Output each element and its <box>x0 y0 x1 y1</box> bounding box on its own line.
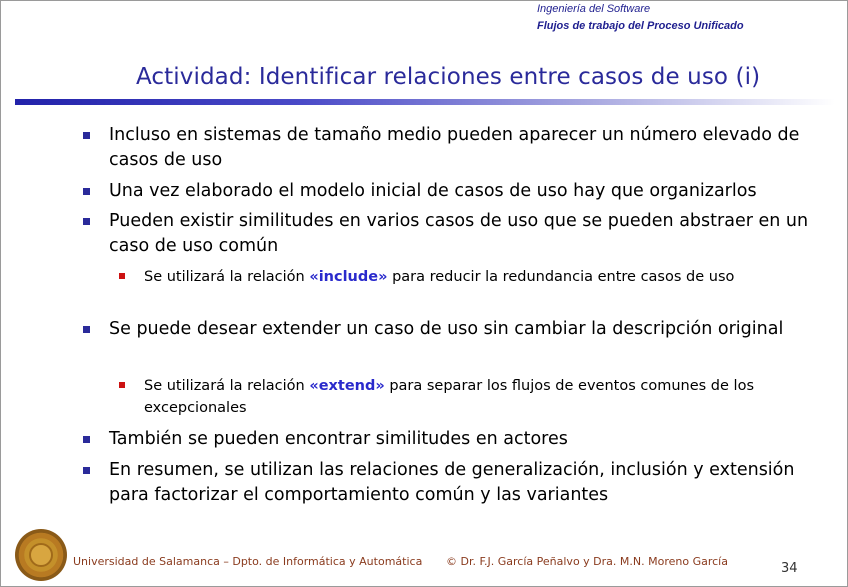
page-number: 34 <box>781 561 798 576</box>
bullet-text: Incluso en sistemas de tamaño medio pueden aparecer un número elevado de casos de uso <box>109 125 800 170</box>
sub-bullet-text-pre: Se utilizará la relación <box>144 269 310 285</box>
footer-institution: Universidad de Salamanca – Dpto. de Informática y Automática <box>73 555 423 568</box>
square-bullet-icon <box>83 326 90 333</box>
sub-bullet-text-pre: Se utilizará la relación <box>144 378 310 394</box>
bullet-item <box>109 427 829 452</box>
square-bullet-icon <box>119 273 125 279</box>
sub-bullet-text-post: para reducir la redundancia entre casos de uso <box>387 269 735 285</box>
sub-bullet-text-post: para separar los flujos de eventos comunes de los excepcionales <box>144 378 754 416</box>
header-topic: Flujos de trabajo del Proceso Unificado <box>537 20 744 32</box>
bullet-item <box>109 123 829 173</box>
square-bullet-icon <box>83 467 90 474</box>
bullet-item <box>109 209 829 259</box>
footer-authors: © Dr. F.J. García Peñalvo y Dra. M.N. Moreno García <box>446 555 728 568</box>
bullet-text: También se pueden encontrar similitudes en actores <box>109 429 568 449</box>
sub-bullet-item <box>144 266 824 288</box>
bullet-text: Se puede desear extender un caso de uso sin cambiar la descripción original <box>109 319 784 339</box>
square-bullet-icon <box>83 436 90 443</box>
university-seal-icon <box>15 529 67 581</box>
include-keyword: «include» <box>309 269 388 285</box>
bullet-item <box>109 458 829 508</box>
header-subject: Ingeniería del Software <box>537 3 651 15</box>
bullet-text: Una vez elaborado el modelo inicial de casos de uso hay que organizarlos <box>109 181 757 201</box>
square-bullet-icon <box>119 382 125 388</box>
square-bullet-icon <box>83 188 90 195</box>
title-divider <box>15 99 835 105</box>
slide-title: Actividad: Identificar relaciones entre casos de uso (i) <box>136 64 761 90</box>
bullet-text: En resumen, se utilizan las relaciones de generalización, inclusión y extensión para factorizar el comportamiento común y las variantes <box>109 460 795 505</box>
square-bullet-icon <box>83 218 90 225</box>
bullet-text: Pueden existir similitudes en varios casos de uso que se pueden abstraer en un caso de uso común <box>109 211 809 256</box>
square-bullet-icon <box>83 132 90 139</box>
bullet-item <box>109 179 829 204</box>
sub-bullet-item <box>144 375 824 419</box>
bullet-item <box>109 317 829 342</box>
extend-keyword: «extend» <box>309 378 385 394</box>
